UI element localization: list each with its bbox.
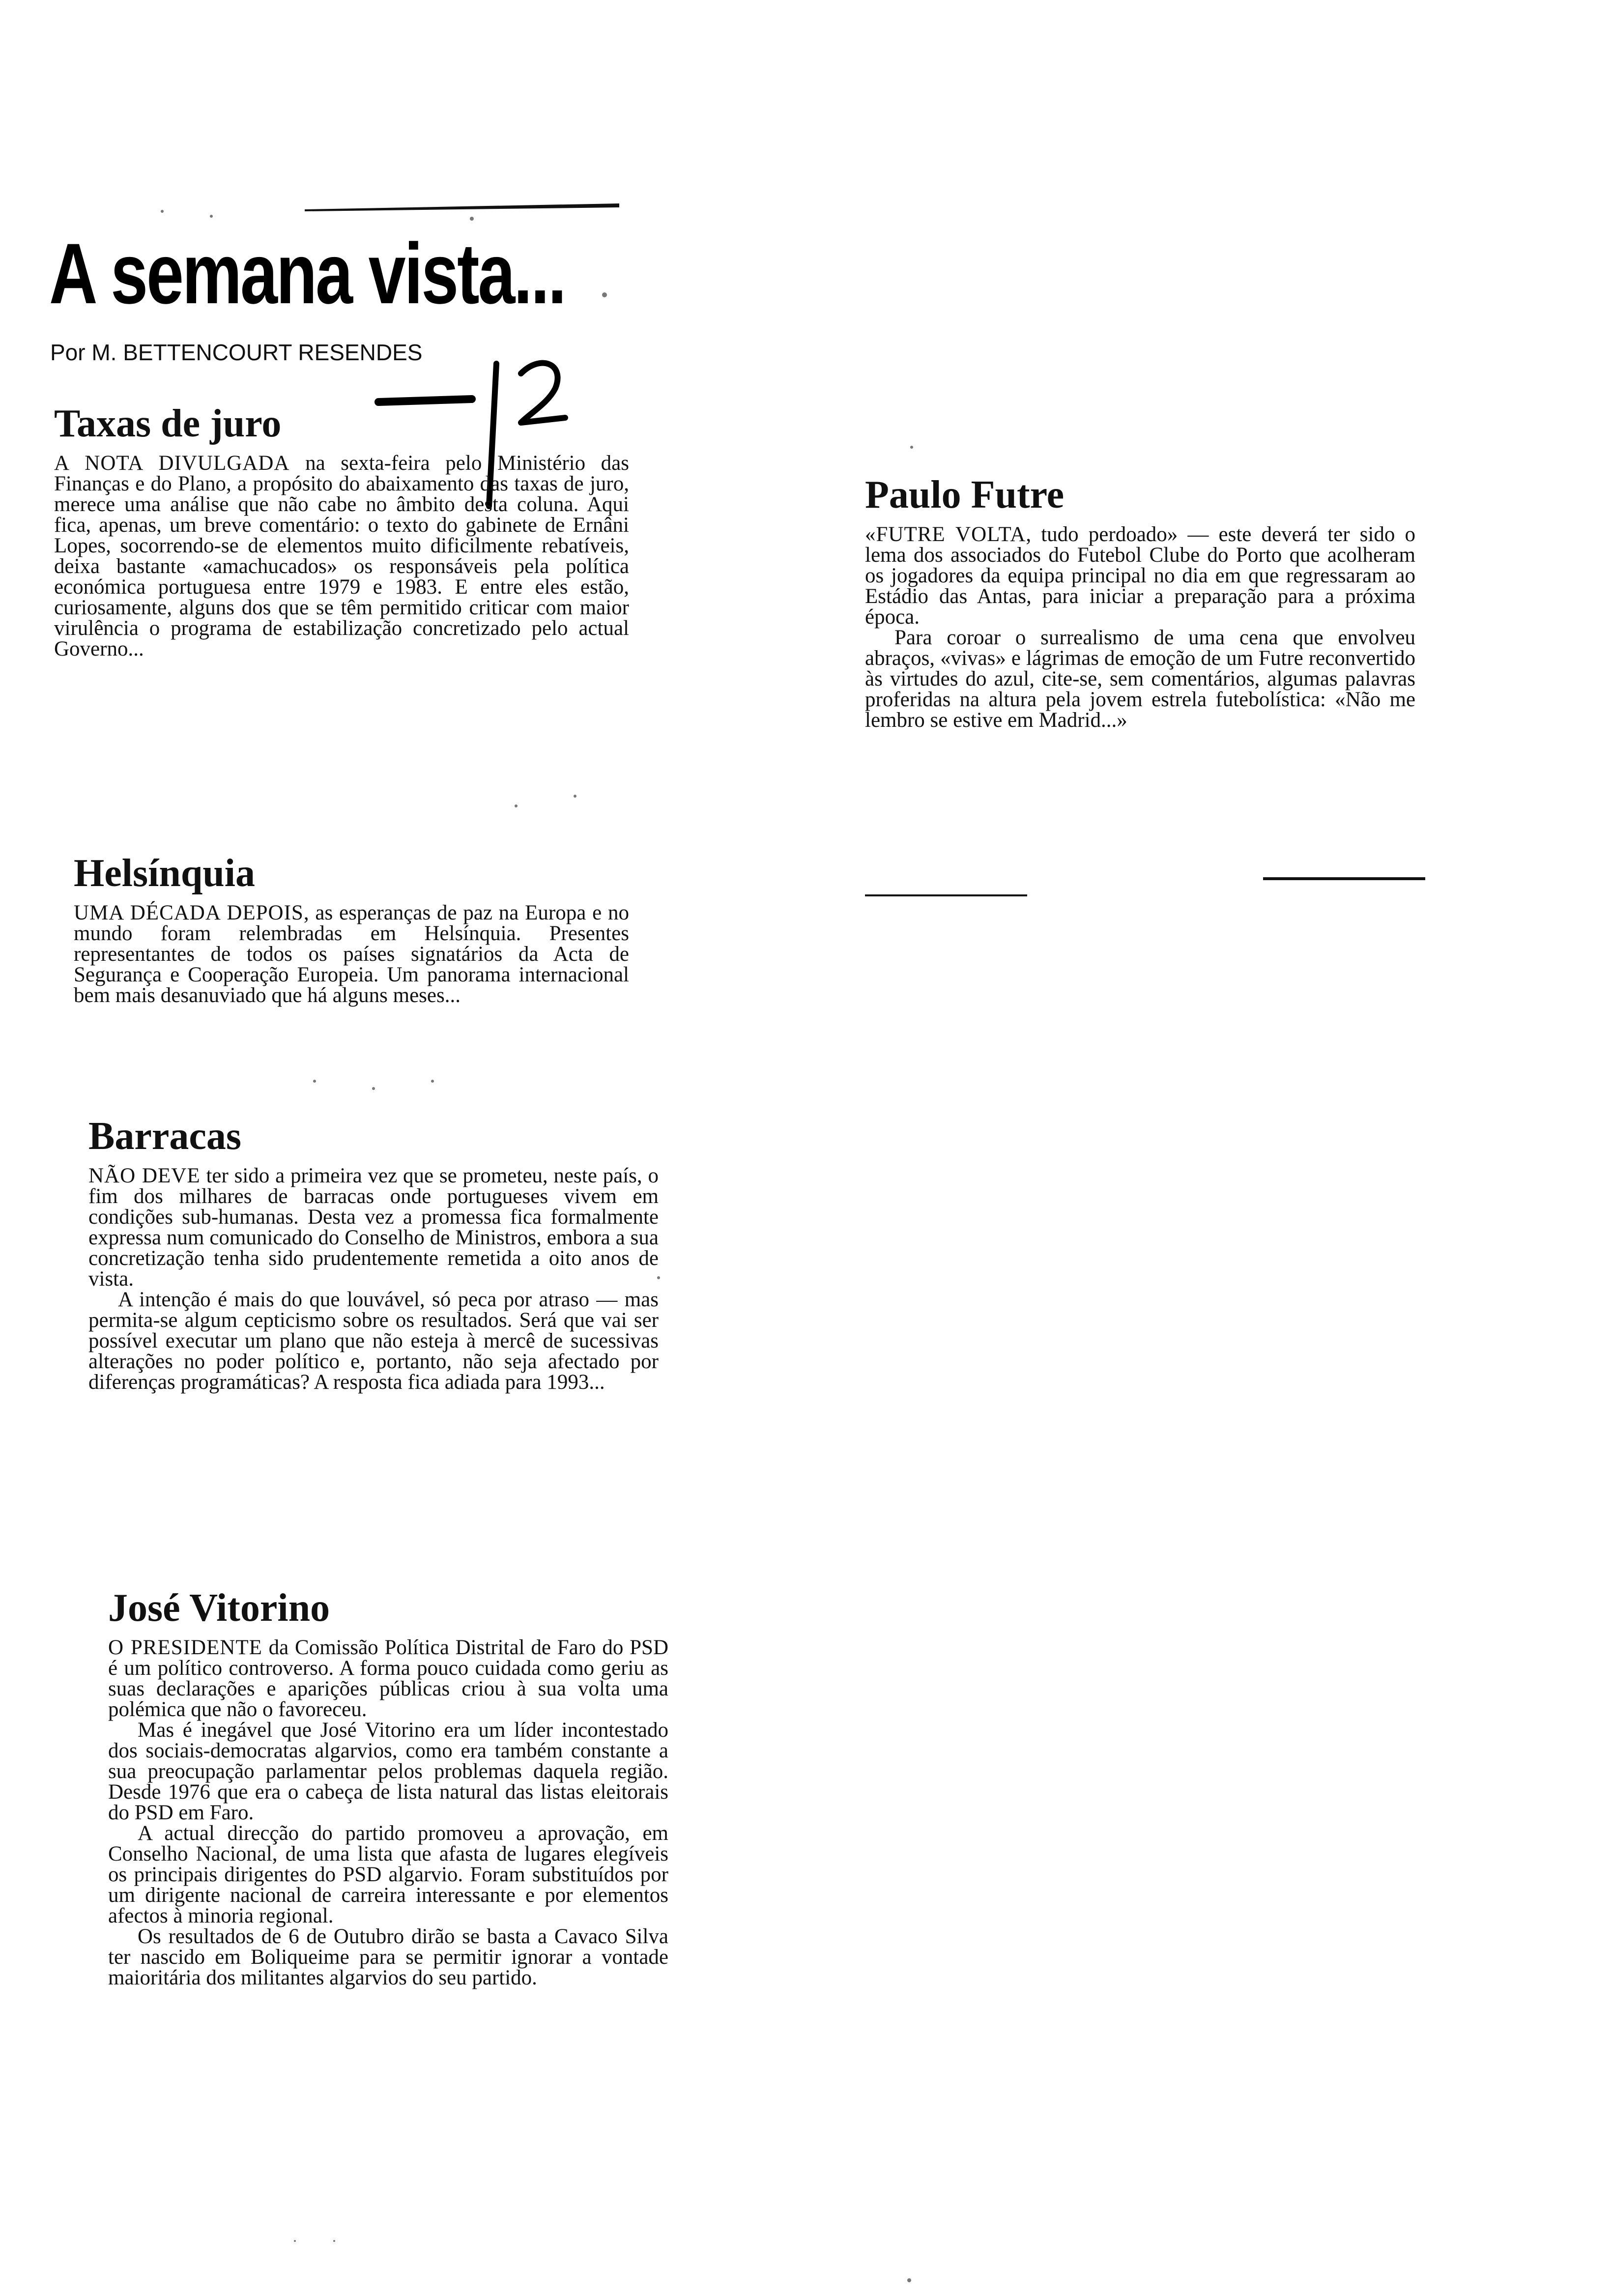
article-paragraph: Os resultados de 6 de Outubro dirão se basta a Cavaco Silva ter nascido em Boliqueime para se permitir ignorar a vontade maioritária dos militantes algarvios do seu partido. (108, 1925, 668, 1989)
article-heading: José Vitorino (108, 1586, 330, 1630)
article-paragraph: Para coroar o surrealismo de uma cena que envolveu abraços, «vivas» e lágrimas de emoção de um Futre reconvertido às virtudes do azul, cite-se, sem comentários, algumas palavras proferidas na altura pela jovem estrela futebolística: «Não me lembro se estive em Madrid...» (865, 626, 1415, 732)
article-lead: «FUTRE VOLTA (865, 523, 1026, 546)
article-paragraph: na sexta-feira pelo Ministério das Finanças e do Plano, a propósito do abaixamento das taxas de juro, merece uma análise que não cabe no âmbito desta coluna. Aqui fica, apenas, um breve comentário: o texto do gabinete de Ernâni Lopes, socorrendo-se de elementos muito dificilmente rebatíveis, deixa bastante «amachucados» os responsáveis pela política económica portuguesa entre 1979 e 1983. E entre eles estão, curiosamente, alguns dos que se têm permitido criticar com maior virulência o programa de estabilização concretizado pelo actual Governo... (54, 452, 630, 660)
article-heading: Paulo Futre (865, 473, 1065, 517)
article-paragraph: , as esperanças de paz na Europa e no mundo foram relembradas em Helsínquia. Presentes representantes de todos os países signatários da Acta de Segurança e Cooperação Europeia. Um panorama internacional bem mais desanuviado que há alguns meses... (74, 901, 629, 1007)
article-lead: A NOTA DIVULGADA (54, 452, 290, 475)
article-heading: Helsínquia (74, 852, 256, 895)
article-paragraph: ter sido a primeira vez que se prometeu, neste país, o fim dos milhares de barracas onde portugueses vivem em condições sub-humanas. Desta vez a promessa fica formalmente expressa num comunicado do Conselho de Ministros, embora a sua concretização tenha sido prudentemente remetida a oito anos de vista. (88, 1164, 659, 1291)
article-paragraph: Mas é inegável que José Vitorino era um líder incontestado dos sociais-democratas algarvios, como era também constante a sua preocupação parlamentar pelos problemas daquela região. Desde 1976 que era o cabeça de lista natural das listas eleitorais do PSD em Faro. (108, 1719, 668, 1824)
article-lead: O PRESIDENTE (108, 1636, 262, 1659)
byline: Por M. BETTENCOURT RESENDES (50, 340, 423, 365)
article-heading: Barracas (88, 1115, 242, 1158)
article-lead: UMA DÉCADA DEPOIS (74, 901, 304, 924)
article-lead: NÃO DEVE (88, 1164, 201, 1187)
article-paragraph: , tudo perdoado» — este deverá ter sido o lema dos associados do Futebol Clube do Porto que acolheram os jogadores da equipa principal no dia em que regressaram ao Estádio das Antas, para iniciar a preparação para a próxima época. (865, 523, 1415, 629)
article-paragraph: A actual direcção do partido promoveu a aprovação, em Conselho Nacional, de uma lista que afasta de lugares elegíveis os principais dirigentes do PSD algarvio. Foram substituídos por um dirigente nacional de carreira interessante e por elementos afectos à minoria regional. (108, 1822, 668, 1927)
article-heading: Taxas de juro (54, 402, 282, 445)
article-paragraph: A intenção é mais do que louvável, só peca por atraso — mas permita-se algum cepticismo sobre os resultados. Será que vai ser possível executar um plano que não esteja à mercê de sucessivas alterações no poder político e, portanto, não seja afectado por diferenças programáticas? A resposta fica adiada para 1993... (88, 1288, 659, 1394)
column-title: A semana vista... (49, 226, 565, 322)
article-paragraph: da Comissão Política Distrital de Faro do PSD é um político controverso. A forma pouco cuidada como geriu as suas declarações e aparições públicas criou à sua volta uma polémica que não o favoreceu. (108, 1636, 668, 1721)
